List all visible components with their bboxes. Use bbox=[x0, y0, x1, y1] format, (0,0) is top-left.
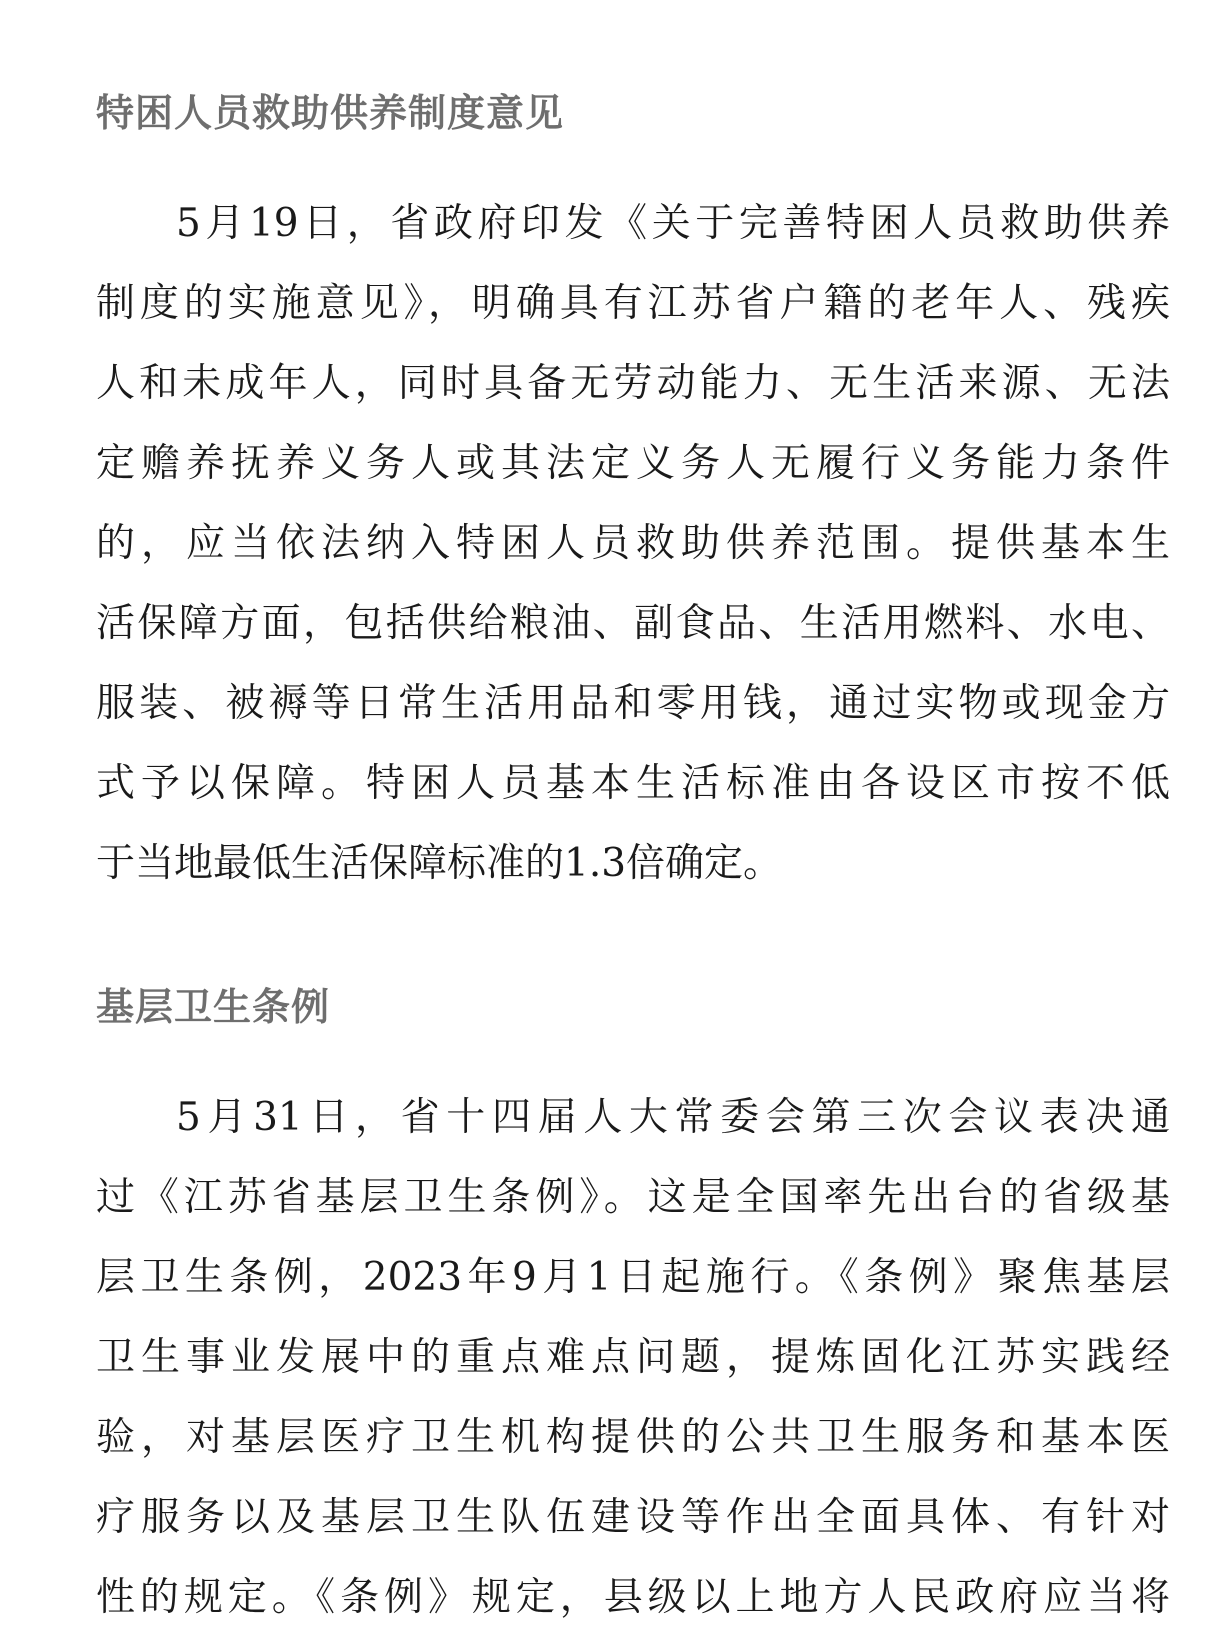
paragraph-line: 验，对基层医疗卫生机构提供的公共卫生服务和基本医 bbox=[96, 1415, 1170, 1460]
paragraph-line: 于当地最低生活保障标准的1.3倍确定。 bbox=[96, 841, 783, 886]
paragraph-line: 性的规定。《条例》规定，县级以上地方人民政府应当将 bbox=[96, 1575, 1170, 1620]
paragraph-line: 层卫生条例，2023年9月1日起施行。《条例》聚焦基层 bbox=[96, 1255, 1170, 1300]
paragraph-health bbox=[96, 1078, 1170, 1638]
paragraph-line: 疗服务以及基层卫生队伍建设等作出全面具体、有针对 bbox=[96, 1495, 1170, 1540]
section-heading-health: 基层卫生条例 bbox=[96, 985, 331, 1029]
document-page bbox=[96, 0, 1170, 1642]
paragraph-line: 服装、被褥等日常生活用品和零用钱，通过实物或现金方 bbox=[96, 681, 1170, 726]
paragraph-line: 式予以保障。特困人员基本生活标准由各设区市按不低 bbox=[96, 761, 1170, 806]
paragraph-line: 制度的实施意见》，明确具有江苏省户籍的老年人、残疾 bbox=[96, 281, 1170, 326]
paragraph-line: 定赡养抚养义务人或其法定义务人无履行义务能力条件 bbox=[96, 441, 1170, 486]
paragraph-line: 过《江苏省基层卫生条例》。这是全国率先出台的省级基 bbox=[96, 1175, 1170, 1220]
paragraph-line: 的，应当依法纳入特困人员救助供养范围。提供基本生 bbox=[96, 521, 1170, 566]
paragraph-line: 卫生事业发展中的重点难点问题，提炼固化江苏实践经 bbox=[96, 1335, 1170, 1380]
paragraph-line: 人和未成年人，同时具备无劳动能力、无生活来源、无法 bbox=[96, 361, 1170, 406]
paragraph-welfare bbox=[96, 184, 1170, 904]
section-heading-welfare: 特困人员救助供养制度意见 bbox=[96, 91, 565, 135]
paragraph-line: 5月31日，省十四届人大常委会第三次会议表决通 bbox=[176, 1095, 1170, 1140]
paragraph-line: 5月19日，省政府印发《关于完善特困人员救助供养 bbox=[176, 201, 1170, 246]
paragraph-line: 活保障方面，包括供给粮油、副食品、生活用燃料、水电、 bbox=[96, 601, 1170, 646]
